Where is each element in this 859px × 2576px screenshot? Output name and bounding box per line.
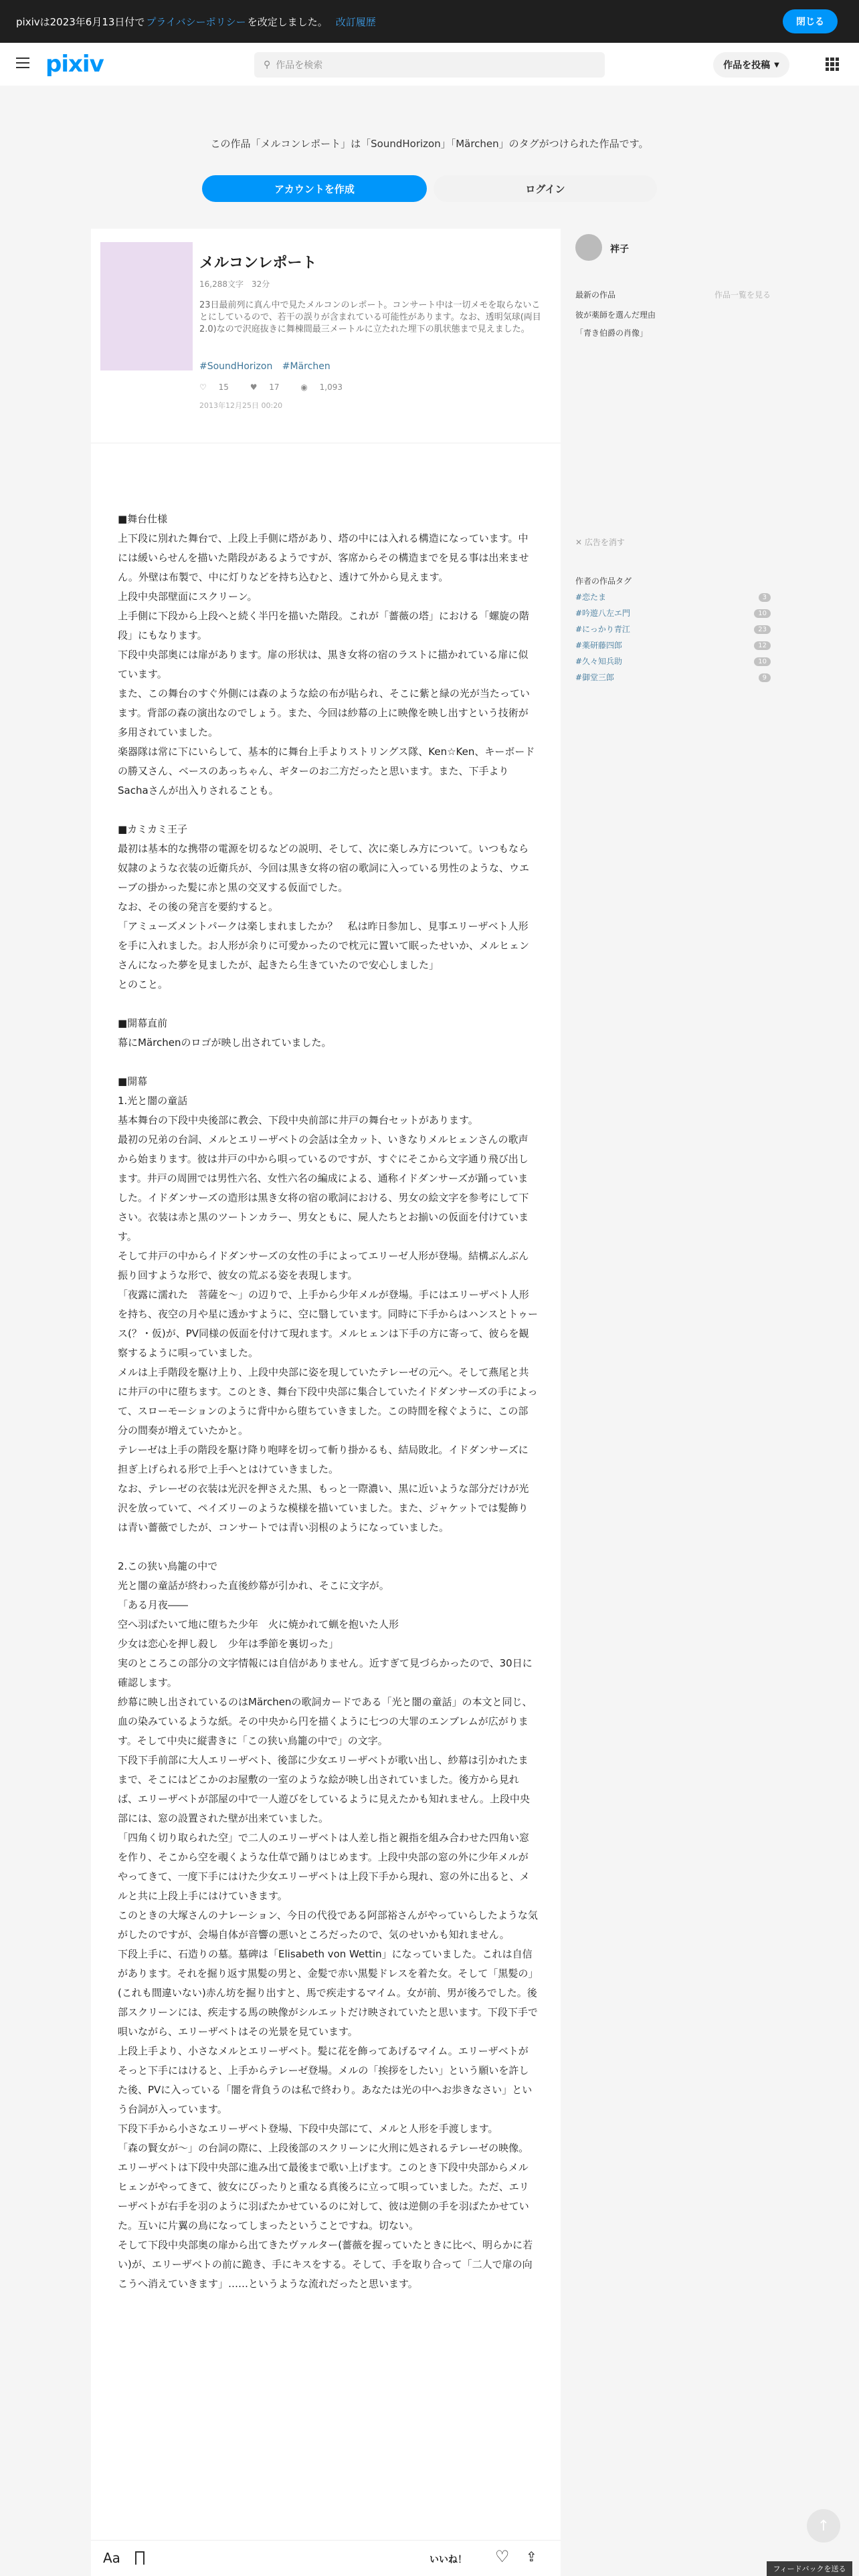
body-paragraph: 1.光と闇の童話	[118, 1095, 188, 1107]
body-paragraph: 「アミューズメントパークは楽しまれましたか？ 私は昨日参加し、見事エリーザベト人形を手に入れました。お人形が余りに可愛かったので枕元に置いて眠ったせいか、メルヒェンさんになった夢を見ましたが、起きたら生きていたので安心しました」	[118, 920, 530, 971]
newest-works-heading: 最新の作品	[575, 290, 616, 300]
body-paragraph: このときの大塚さんのナレーション、今日の代役である阿部裕さんがやっていらしたような気がしたのですが、会場自体が音響の悪いところだったので、気のせいかも知れません。	[118, 1909, 538, 1941]
body-paragraph: 「夜露に濡れた 菩薩を〜」の辺りで、上手から少年メルが登場。手にはエリーザベト人形を持ち、夜空の月や星に透かすように、空に翳しています。同時に下手からはハンスとトゥース(？・仮)が、PV同様の仮面を付けて現れます。メルヒェンは下手の方に寄って、彼らを観察するように唄っていました。	[118, 1289, 538, 1359]
body-paragraph: 紗幕に映し出されているのはMärchenの歌詞カードである「光と闇の童話」の本文と同じ、血の染みているような紙。その中央から円を描くように七つの大罪のエンブレムが広がります。そして中央に縦書きに「この狭い鳥籠の中で」の文字。	[118, 1696, 533, 1747]
tag-count-badge: 10	[754, 609, 771, 618]
body-paragraph: 「四角く切り取られた空」で二人のエリーザベトは人差し指と親指を組み合わせた四角い窓を作り、そこから空を覗くような仕草で踊りはじめます。上段中央部の窓の外に少年メルがやってきて、一度下手にはけた少女エリーザベトは上段下手から現れ、窓の外に出ると、メルと共に上段上手にはけていきます。	[118, 1832, 530, 1902]
body-paragraph: なお、テレーゼの衣装は光沢を押さえた黒、もっと一際濃い、黒に近いような部分だけが光沢を放っていて、ペイズリーのような模様を描いていました。また、ジャケットでは髪飾りは青い薔薇でしたが、コンサートでは青い羽根のようになっていました。	[118, 1483, 529, 1533]
body-paragraph: また、この舞台のすぐ外側には森のような絵の布が貼られ、そこに紫と緑の光が当たっています。背部の森の演出なのでしょう。また、今回は紗幕の上に映像を映し出すという技術が多用されていました。	[118, 687, 530, 738]
body-paragraph: 下段上手に、石造りの墓。墓碑は「Elisabeth von Wettin」になっていました。これは自信があります。それを掘り返す黒髪の男と、金髪で赤い黒髪ドレスを着た女。そして「黒髪の」(これも間違いない)赤ん坊を掘り出すと、馬で疾走するマイム。女が前、男が後ろでした。後部スクリーンには、疾走する馬の映像がシルエットだけ映されていたと思います。下段下手で唄いながら、エリーザベトはその光景を見ています。	[118, 1948, 538, 2038]
body-paragraph: 楽器隊は常に下にいらして、基本的に舞台上手よりストリングス隊、Ken☆Ken、キーボードの勝又さん、ベースのあっちゃん、ギターのお二方だったと思います。また、下手よりSachaさんが出入りされることも。	[118, 746, 535, 796]
body-paragraph: 「森の賢女が〜」の台詞の際に、上段後部のスクリーンに火刑に処されるテレーゼの映像。エリーザベトは下段中央部に進み出て最後まで歌い上げます。このとき下段中央部からメルヒェンがやってきて、彼女にぴったりと重なる真後ろに立って唄っていました。ただ、エリーザベトが右手を羽のように羽ばたかせているのに対して、彼は逆側の手を羽ばたかせていた。互いに片翼の鳥になってしまったということですね。切ない。	[118, 2142, 529, 2232]
body-paragraph: 下段下手前部に大人エリーザベト、後部に少女エリーザベトが歌い出し、紗幕は引かれたままで、そこにはどこかのお屋敷の一室のような絵が映し出されていました。後方から見れば、エリーザベトが部屋の中で一人遊びをしているように見えたかも知れません。上段中央部には、窓の設置された壁が出来ていました。	[118, 1754, 530, 1824]
body-paragraph: ■舞台仕様	[118, 513, 168, 525]
heart-icon[interactable]: ♡	[495, 2547, 510, 2566]
tag-count-badge: 3	[759, 593, 771, 602]
author-tags-list	[575, 591, 771, 687]
body-paragraph: 下段中央部奥には扉があります。扉の形状は、黒き女将の宿のラストに描かれている扉に似ています。	[118, 649, 529, 680]
post-date: 2013年12月25日 00:20	[199, 401, 283, 410]
body-paragraph	[118, 1537, 538, 1557]
author-tag[interactable]: #吟遊八左エ門 10	[575, 607, 771, 623]
pixiv-logo[interactable]: pixiv	[45, 51, 104, 78]
avatar[interactable]	[575, 234, 602, 261]
body-paragraph: 2.この狭い鳥籠の中で	[118, 1560, 218, 1572]
bottom-bar	[91, 2540, 561, 2576]
user-name[interactable]: 袢子	[610, 244, 629, 255]
author-tag[interactable]: #にっかり青江 23	[575, 623, 771, 639]
body-paragraph: メルは上手階段を駆け上り、上段中央部に姿を現していたテレーゼの元へ。そして燕尾と共に井戸の中に堕ちます。このとき、舞台下段中央部に集合していたイドダンサーズの手によって、スローモーションのように背中から堕ちていきました。この時間を稼ぐように、この部分の間奏が増えていたかと。	[118, 1366, 538, 1436]
close-notice-button[interactable]: 閉じる	[783, 9, 838, 33]
author-tag[interactable]: #久々知兵助 10	[575, 655, 771, 671]
post-work-button[interactable]	[713, 52, 789, 78]
tag-count-badge: 10	[754, 657, 771, 666]
work-stats	[199, 383, 361, 392]
body-paragraph: 空へ羽ばたいて地に堕ちた少年 火に焼かれて蝋を抱いた人形	[118, 1618, 399, 1630]
login-button[interactable]: ログイン	[434, 175, 657, 202]
eye-icon: ◉	[300, 383, 310, 392]
author-tags-heading: 作者の作品タグ	[575, 576, 632, 586]
body-paragraph: 少女は恋心を押し殺し 少年は季節を裏切った」	[118, 1638, 339, 1650]
body-paragraph: 基本舞台の下段中央後部に教会、下段中央前部に井戸の舞台セットがあります。	[118, 1114, 478, 1126]
body-paragraph: そして下段中央部奥の扉から出てきたヴァルター(薔薇を握っていたときに比べ、明らかに若い)が、エリーザベトの前に跪き、手にキスをする。そして、手を取り合って「二人で扉の向こうへ消えていきます」……というような流れだったと思います。	[118, 2239, 533, 2290]
author-tag[interactable]: #薬研藤四郎 12	[575, 639, 771, 655]
body-paragraph	[118, 1053, 538, 1072]
apps-grid-icon[interactable]	[826, 58, 839, 71]
author-tag[interactable]: #恋たま 3	[575, 591, 771, 607]
search-icon: ⚲	[264, 60, 271, 70]
body-paragraph: 最初の兄弟の台詞、メルとエリーザベトの会話は全カット、いきなりメルヒェンさんの歌声から始まります。彼は井戸の中から唄っているのですが、すぐにそこから文字通り飛び出します。井戸の周囲では男性六名、女性六名の編成による、通称イドダンサーズが踊っていました。イドダンサーズの造形は黒き女将の宿の歌詞における、男女の絵文字を参考にして下さい。衣装は赤と黒のツートンカラー、男女ともに、屍人たちとお揃いの仮面を付けています。	[118, 1134, 529, 1243]
tag-link[interactable]: #SoundHorizon	[199, 361, 273, 372]
tag-note: この作品「メルコンレポート」は「SoundHorizon」「Märchen」のタグがつけられた作品です。	[210, 138, 649, 150]
works-list-link[interactable]: 作品一覧を見る	[714, 290, 771, 300]
work-link[interactable]: 彼が薬師を選んだ理由	[575, 310, 656, 320]
body-paragraph: 実のところこの部分の文字情報には自信がありません。近すぎて見づらかったので、30日に確認します。	[118, 1657, 533, 1689]
feedback-button[interactable]: フィードバックを送る	[767, 2561, 852, 2576]
like-count: ♡ 15	[199, 383, 229, 392]
body-paragraph: とのこと。	[118, 978, 169, 990]
like-icon: ♡	[199, 383, 209, 392]
post-work-label: 作品を投稿	[723, 60, 771, 71]
body-paragraph: なお、その後の発言を要約すると。	[118, 901, 279, 913]
bookmark-count: ♥ 17	[250, 383, 280, 392]
like-button[interactable]: いいね！	[430, 2555, 467, 2565]
body-paragraph	[118, 994, 538, 1014]
share-icon[interactable]: ⇪	[526, 2549, 537, 2565]
chevron-down-icon: ▼	[774, 61, 779, 69]
header	[0, 43, 859, 86]
newest-works-list	[575, 306, 656, 342]
hide-ads-link[interactable]: ✕ 広告を消す	[575, 538, 625, 547]
body-paragraph: 上段中央部壁面にスクリーン。	[118, 591, 258, 603]
view-count: ◉ 1,093	[300, 383, 343, 392]
search-placeholder: 作品を検索	[276, 60, 323, 71]
body-paragraph: テレーゼは上手の階段を駆け降り咆哮を切って斬り掛かるも、結局敗北。イドダンサーズに担ぎ上げられる形で上手へとはけていきました。	[118, 1444, 529, 1475]
close-icon: ✕	[575, 538, 585, 547]
work-description: 23日最前列に真ん中で見たメルコンのレポート。コンサート中は一切メモを取らないことにしているので、若干の誤りが含まれている可能性があります。なお、透明気球(両目2.0)なので沢庭抜きに舞棟間最三メートルに立たれた埋下の肌状態まで見えました。	[199, 300, 541, 334]
heart-icon: ♥	[250, 383, 260, 392]
tag-count-badge: 12	[754, 641, 771, 650]
novel-main	[91, 229, 561, 2576]
scroll-to-top-button[interactable]	[807, 2509, 840, 2543]
body-paragraph: 上段上手より、小さなメルとエリーザベト。髪に花を飾ってあげるマイム。エリーザベトがそっと下手にはけると、上手からテレーゼ登場。メルの「挨拶をしたい」という願いを許した後、PVに入っている「闇を背負うのは私で終わり。あなたは光の中へお歩きなさい」という台詞が入っています。	[118, 2045, 533, 2115]
body-paragraph: 光と闇の童話が終わった直後紗幕が引かれ、そこに文字が。	[118, 1580, 389, 1592]
privacy-policy-link[interactable]: プライバシーポリシー	[146, 15, 246, 28]
tag-link[interactable]: #Märchen	[282, 361, 330, 372]
body-paragraph: 上下段に別れた舞台で、上段上手側に塔があり、塔の中には入れる構造になっています。中には緩いらせんを描いた階段があるようですが、客席からその構造までを見る事は出来ません。外壁は布製で、中に灯りなどを持ち込むと、透けて外から見えます。	[118, 532, 529, 583]
search-input[interactable]	[254, 52, 605, 78]
work-meta: 16,288文字 32分	[199, 280, 270, 289]
body-paragraph: ■開幕直前	[118, 1017, 168, 1029]
work-link[interactable]: 「青き伯爵の肖像」	[575, 328, 648, 338]
cover-image	[100, 242, 193, 370]
work-tags	[199, 361, 337, 372]
body-paragraph: 下段下手から小さなエリーザベト登場、下段中央部にて、メルと人形を手渡します。	[118, 2123, 498, 2135]
notice-text: pixivは2023年6月13日付で	[16, 15, 145, 28]
body-paragraph: 上手側に下段から上段へと続く半円を描いた階段。これが「薔薇の塔」における「螺旋の階段」にもなります。	[118, 610, 530, 641]
menu-icon[interactable]	[16, 58, 29, 68]
revision-history-link[interactable]: 改訂履歴	[335, 15, 376, 28]
tag-count-badge: 9	[759, 673, 771, 682]
body-paragraph: そして井戸の中からイドダンサーズの女性の手によってエリーゼ人形が登場。結構ぶんぶん振り回すような形で、彼女の荒ぶる姿を表現します。	[118, 1250, 529, 1281]
novel-body	[118, 510, 538, 2294]
body-paragraph: 最初は基本的な携帯の電源を切るなどの説明、そして、次に楽しみ方について。いつもなら奴隷のような衣装の近衛兵が、今回は黒き女将の宿の歌詞に入っている男性のような、ウエーブの掛かった髪に赤と黒の交叉する仮面でした。	[118, 843, 530, 893]
arrow-up-icon: ↑	[817, 2517, 830, 2535]
author-tag[interactable]: #御堂三郎 9	[575, 671, 771, 687]
tag-count-badge: 23	[754, 625, 771, 634]
work-title: メルコンレポート	[199, 255, 317, 272]
text-settings-button[interactable]: Aa	[103, 2550, 120, 2566]
bookmark-icon[interactable]	[135, 2551, 145, 2565]
notice-bar	[0, 0, 859, 43]
notice-text-post: を改定しました。	[247, 15, 328, 28]
body-paragraph: ■カミカミ王子	[118, 823, 188, 835]
body-paragraph: ■開幕	[118, 1075, 148, 1087]
body-paragraph: 幕にMärchenのロゴが映し出されていました。	[118, 1037, 332, 1049]
create-account-button[interactable]: アカウントを作成	[202, 175, 427, 202]
body-paragraph	[118, 800, 538, 820]
body-paragraph: 「ある月夜――	[118, 1599, 189, 1611]
